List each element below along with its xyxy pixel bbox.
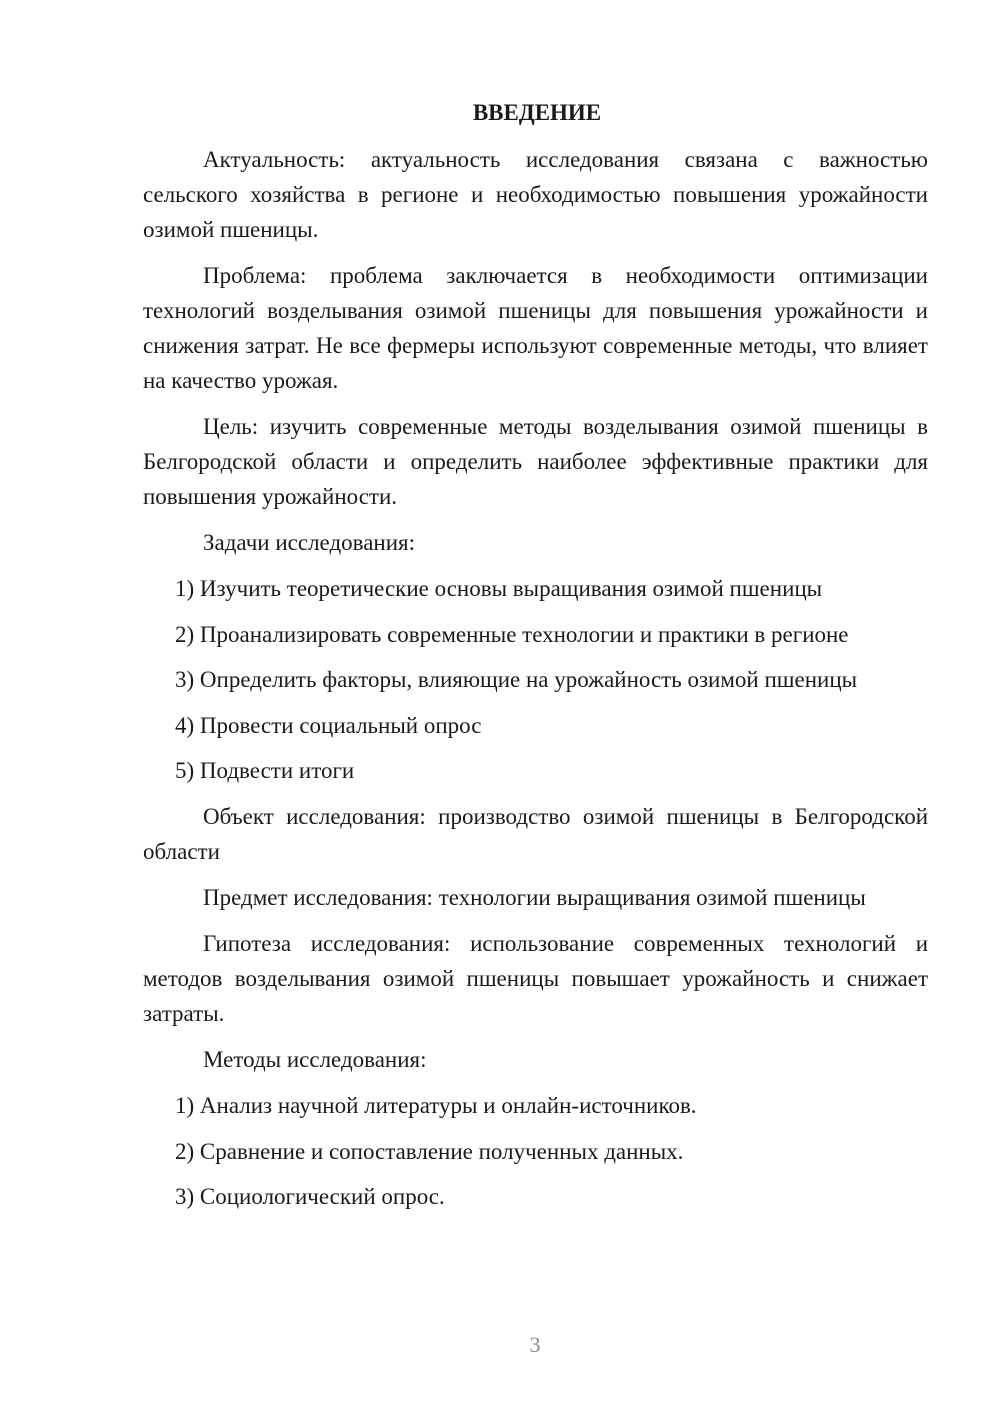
task-item: 5) Подвести итоги — [175, 758, 355, 783]
page-number: 3 — [529, 1332, 541, 1357]
task-item: 3) Определить факторы, влияющие на урожайность озимой пшеницы — [175, 667, 858, 692]
task-item: 2) Проанализировать современные технологии и практики в регионе — [175, 621, 849, 647]
tasks-list — [143, 571, 928, 788]
task-item: 4) Провести социальный опрос — [175, 712, 482, 738]
goal-paragraph: Цель: изучить современные методы возделывания озимой пшеницы в Белгородской области и определить наиболее эффективные практики для повышения урожайности. — [143, 414, 928, 509]
hypothesis-paragraph: Гипотеза исследования: использование современных технологий и методов возделывания озимой пшеницы повышает урожайность и снижает затраты. — [143, 931, 928, 1026]
page-content — [143, 95, 928, 1225]
object-paragraph: Объект исследования: производство озимой пшеницы в Белгородской области — [143, 804, 928, 864]
section-title: ВВЕДЕНИЕ — [472, 100, 602, 125]
method-item: 3) Социологический опрос. — [175, 1184, 445, 1209]
problem-paragraph: Проблема: проблема заключается в необходимости оптимизации технологий возделывания озимой пшеницы для повышения урожайности и снижения затрат. Не все фермеры используют современные методы, что влияет на качество урожая. — [143, 263, 928, 393]
tasks-heading: Задачи исследования: — [203, 530, 416, 555]
subject-paragraph: Предмет исследования: технологии выращивания озимой пшеницы — [203, 885, 866, 910]
methods-list — [143, 1088, 928, 1214]
relevance-paragraph: Актуальность: актуальность исследования связана с важностью сельского хозяйства в регионе и необходимостью повышения урожайности озимой пшеницы. — [143, 147, 928, 242]
method-item: 1) Анализ научной литературы и онлайн-источников. — [175, 1093, 697, 1118]
method-item: 2) Сравнение и сопоставление полученных данных. — [175, 1138, 684, 1164]
methods-heading: Методы исследования: — [203, 1047, 427, 1072]
task-item: 1) Изучить теоретические основы выращивания озимой пшеницы — [175, 576, 823, 601]
